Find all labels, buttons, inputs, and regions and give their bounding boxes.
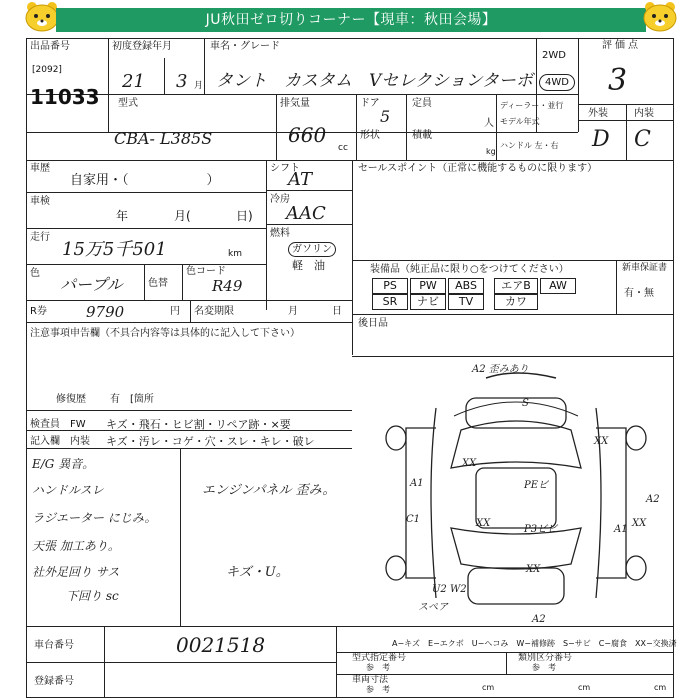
aircon-label: 冷房 (270, 194, 290, 205)
center-note-1: エンジンパネル 歪み。 (202, 483, 336, 498)
header (0, 0, 700, 34)
damage-legend: A−キズ E−エクボ U−ヘコみ W−補修跡 S−サビ C−腐食 XX−交換済 (392, 639, 677, 648)
rating-value: 3 (608, 63, 628, 98)
dims-label: 車両寸法 (352, 675, 389, 685)
mileage-value: 15万5千501 (62, 239, 167, 260)
car-name-label: 車名・グレード (210, 41, 280, 52)
equipment-item: ナビ (410, 294, 446, 310)
lot-sub: [2092] (32, 65, 62, 75)
inspection-month: 月( (174, 209, 191, 223)
dims-unit-length: cm (482, 683, 495, 692)
auction-sheet (26, 38, 677, 698)
inspection-year: 年 (116, 209, 129, 223)
equipment-item: PW (410, 278, 446, 294)
lot-label: 出品番号 (30, 41, 70, 52)
warranty-value: 有・無 (624, 288, 654, 299)
car-name-value: タント カスタム Vセレクションターボ (216, 71, 533, 91)
equipment-item: TV (448, 294, 484, 310)
recycle-unit: 円 (170, 306, 180, 317)
mileage-unit: km (228, 249, 242, 259)
dims-unit-height: cm (654, 683, 667, 692)
fuel-alt: 軽 油 (292, 259, 325, 272)
record-label: 記入欄 (30, 436, 60, 447)
spec-no-sub: 参 考 (366, 663, 390, 672)
category-no-label: 類別区分番号 (518, 653, 573, 663)
drive-4wd-circled: 4WD (539, 74, 575, 91)
equipment-item: PS (372, 278, 408, 294)
capacity-unit: 人 (484, 118, 494, 129)
load-label: 積載 (412, 130, 432, 141)
rating-label: 評価点 (602, 40, 641, 51)
exterior-label: 外装 (588, 108, 608, 119)
diagram-damage-label: U2 W2 (432, 584, 467, 595)
spec-no-label: 型式指定番号 (352, 653, 407, 663)
color-value: パープル (60, 275, 123, 294)
registration-label: 登録番号 (34, 676, 74, 687)
diagram-damage-label: XX (526, 564, 541, 575)
model-value: CBA- L385S (114, 129, 213, 148)
handle-label: ハンドル 左・右 (500, 141, 559, 150)
recycle-value: 9790 (86, 303, 125, 321)
equipment-label: 装備品（純正品に限り○をつけてください） (370, 264, 569, 275)
diagram-damage-label: XX (462, 458, 477, 469)
title-change-month: 月 (288, 306, 298, 317)
title-change-label: 名変期限 (194, 306, 234, 317)
sales-point-label: セールスポイント（正常に機能するものに限ります） (358, 163, 598, 174)
model-label: 型式 (118, 98, 138, 109)
color-label: 色 (30, 268, 40, 279)
mileage-label: 走行 (30, 232, 50, 243)
accessories-label: 後日品 (358, 318, 388, 329)
handwritten-note: 下回り sc (66, 589, 119, 603)
equipment-item: エアB (494, 278, 538, 294)
dealer-label: ディーラー・並行 (500, 101, 564, 110)
recycle-label: R券 (30, 306, 47, 317)
displacement-unit: cc (338, 143, 348, 153)
page-title: JU秋田ゼロ切りコーナー【現車：秋田会場】 (56, 8, 646, 32)
diagram-damage-label: A2 (532, 614, 546, 625)
chassis-value: 0021518 (176, 633, 266, 657)
diagram-damage-label: XX (632, 518, 647, 529)
displacement-value: 660 (288, 123, 327, 147)
first-reg-year: 21 (122, 71, 145, 92)
title-change-day: 日 (332, 306, 342, 317)
diagram-damage-label: XX (594, 436, 609, 447)
diagram-damage-label: C1 (406, 514, 421, 525)
handwritten-note: E/G 異音。 (32, 457, 95, 471)
handwritten-note: 社外足回り サス (32, 565, 120, 579)
inspector-label: 検査員 (30, 419, 60, 430)
shift-label: シフト (270, 163, 300, 174)
color-code-value: R49 (212, 277, 243, 295)
inspection-day: 日) (236, 209, 253, 223)
repair-label: 修復歴 (56, 394, 86, 405)
handwritten-note: 天張 加工あり。 (32, 539, 120, 553)
first-reg-month-unit: 月 (194, 81, 204, 91)
handwritten-note: ハンドルスレ (32, 483, 104, 497)
inspector-checks: キズ・飛石・ヒビ割・リペア跡・×要 (106, 418, 291, 431)
record-checks: キズ・汚レ・コゲ・穴・スレ・キレ・破レ (106, 435, 315, 448)
category-no-sub: 参 考 (532, 663, 556, 672)
fuel-label: 燃料 (270, 228, 290, 239)
handwritten-note: ラジエーター にじみ。 (32, 511, 157, 525)
inspector-fw: FW (70, 419, 86, 430)
chassis-label: 車台番号 (34, 640, 74, 651)
notes-label: 注意事項申告欄（不具合内容等は具体的に記入して下さい） (30, 328, 300, 339)
dims-sub: 参 考 (366, 685, 390, 694)
first-reg-label: 初度登録年月 (112, 41, 172, 52)
first-reg-month: 3 (176, 71, 188, 92)
displacement-label: 排気量 (280, 98, 310, 109)
diagram-damage-label: P3ビビ (524, 524, 558, 535)
diagram-damage-label: スペア (418, 602, 448, 613)
diagram-damage-label: A2 歪みあり (472, 364, 529, 375)
interior-value: C (634, 127, 651, 152)
load-unit: kg (486, 147, 496, 156)
warranty-label: 新車保証書 (622, 263, 668, 273)
history-value: 自家用・（ ） (70, 173, 220, 188)
color-code-label: 色コード (186, 266, 226, 277)
diagram-damage-label: A1 (410, 478, 424, 489)
center-note-2: キズ・U。 (226, 565, 289, 580)
interior-label: 内装 (634, 108, 654, 119)
equipment-item: SR (372, 294, 408, 310)
diagram-damage-label: PEビ (524, 480, 549, 491)
doors-label: ドア (360, 98, 380, 109)
diagram-damage-label: XX (476, 518, 491, 529)
drive-2wd: 2WD (542, 50, 566, 61)
model-year-label: モデル年式 (500, 117, 540, 126)
lot-number: 11033 (30, 85, 100, 109)
doors-value: 5 (380, 107, 391, 126)
capacity-label: 定員 (412, 98, 432, 109)
car-damage-diagram (366, 368, 666, 624)
diagram-damage-label: A1 (614, 524, 628, 535)
equipment-item: AW (540, 278, 576, 294)
aircon-value: AAC (286, 203, 326, 224)
repair-value: 有 [箇所 (110, 394, 154, 405)
diagram-damage-label: S (522, 398, 529, 409)
shape-label: 形状 (360, 130, 380, 141)
shift-value: AT (288, 169, 313, 190)
record-interior: 内装 (70, 436, 90, 447)
inspection-label: 車検 (30, 196, 50, 207)
exterior-value: D (592, 127, 610, 152)
diagram-damage-label: A2 (646, 494, 660, 505)
color-tone-label: 色替 (148, 278, 168, 289)
dims-unit-width: cm (578, 683, 591, 692)
history-label: 車歴 (30, 163, 50, 174)
equipment-item: ABS (448, 278, 484, 294)
bear-mascot-icon (640, 1, 680, 33)
equipment-item: カワ (494, 294, 538, 310)
fuel-value-circled: ガソリン (288, 242, 336, 257)
